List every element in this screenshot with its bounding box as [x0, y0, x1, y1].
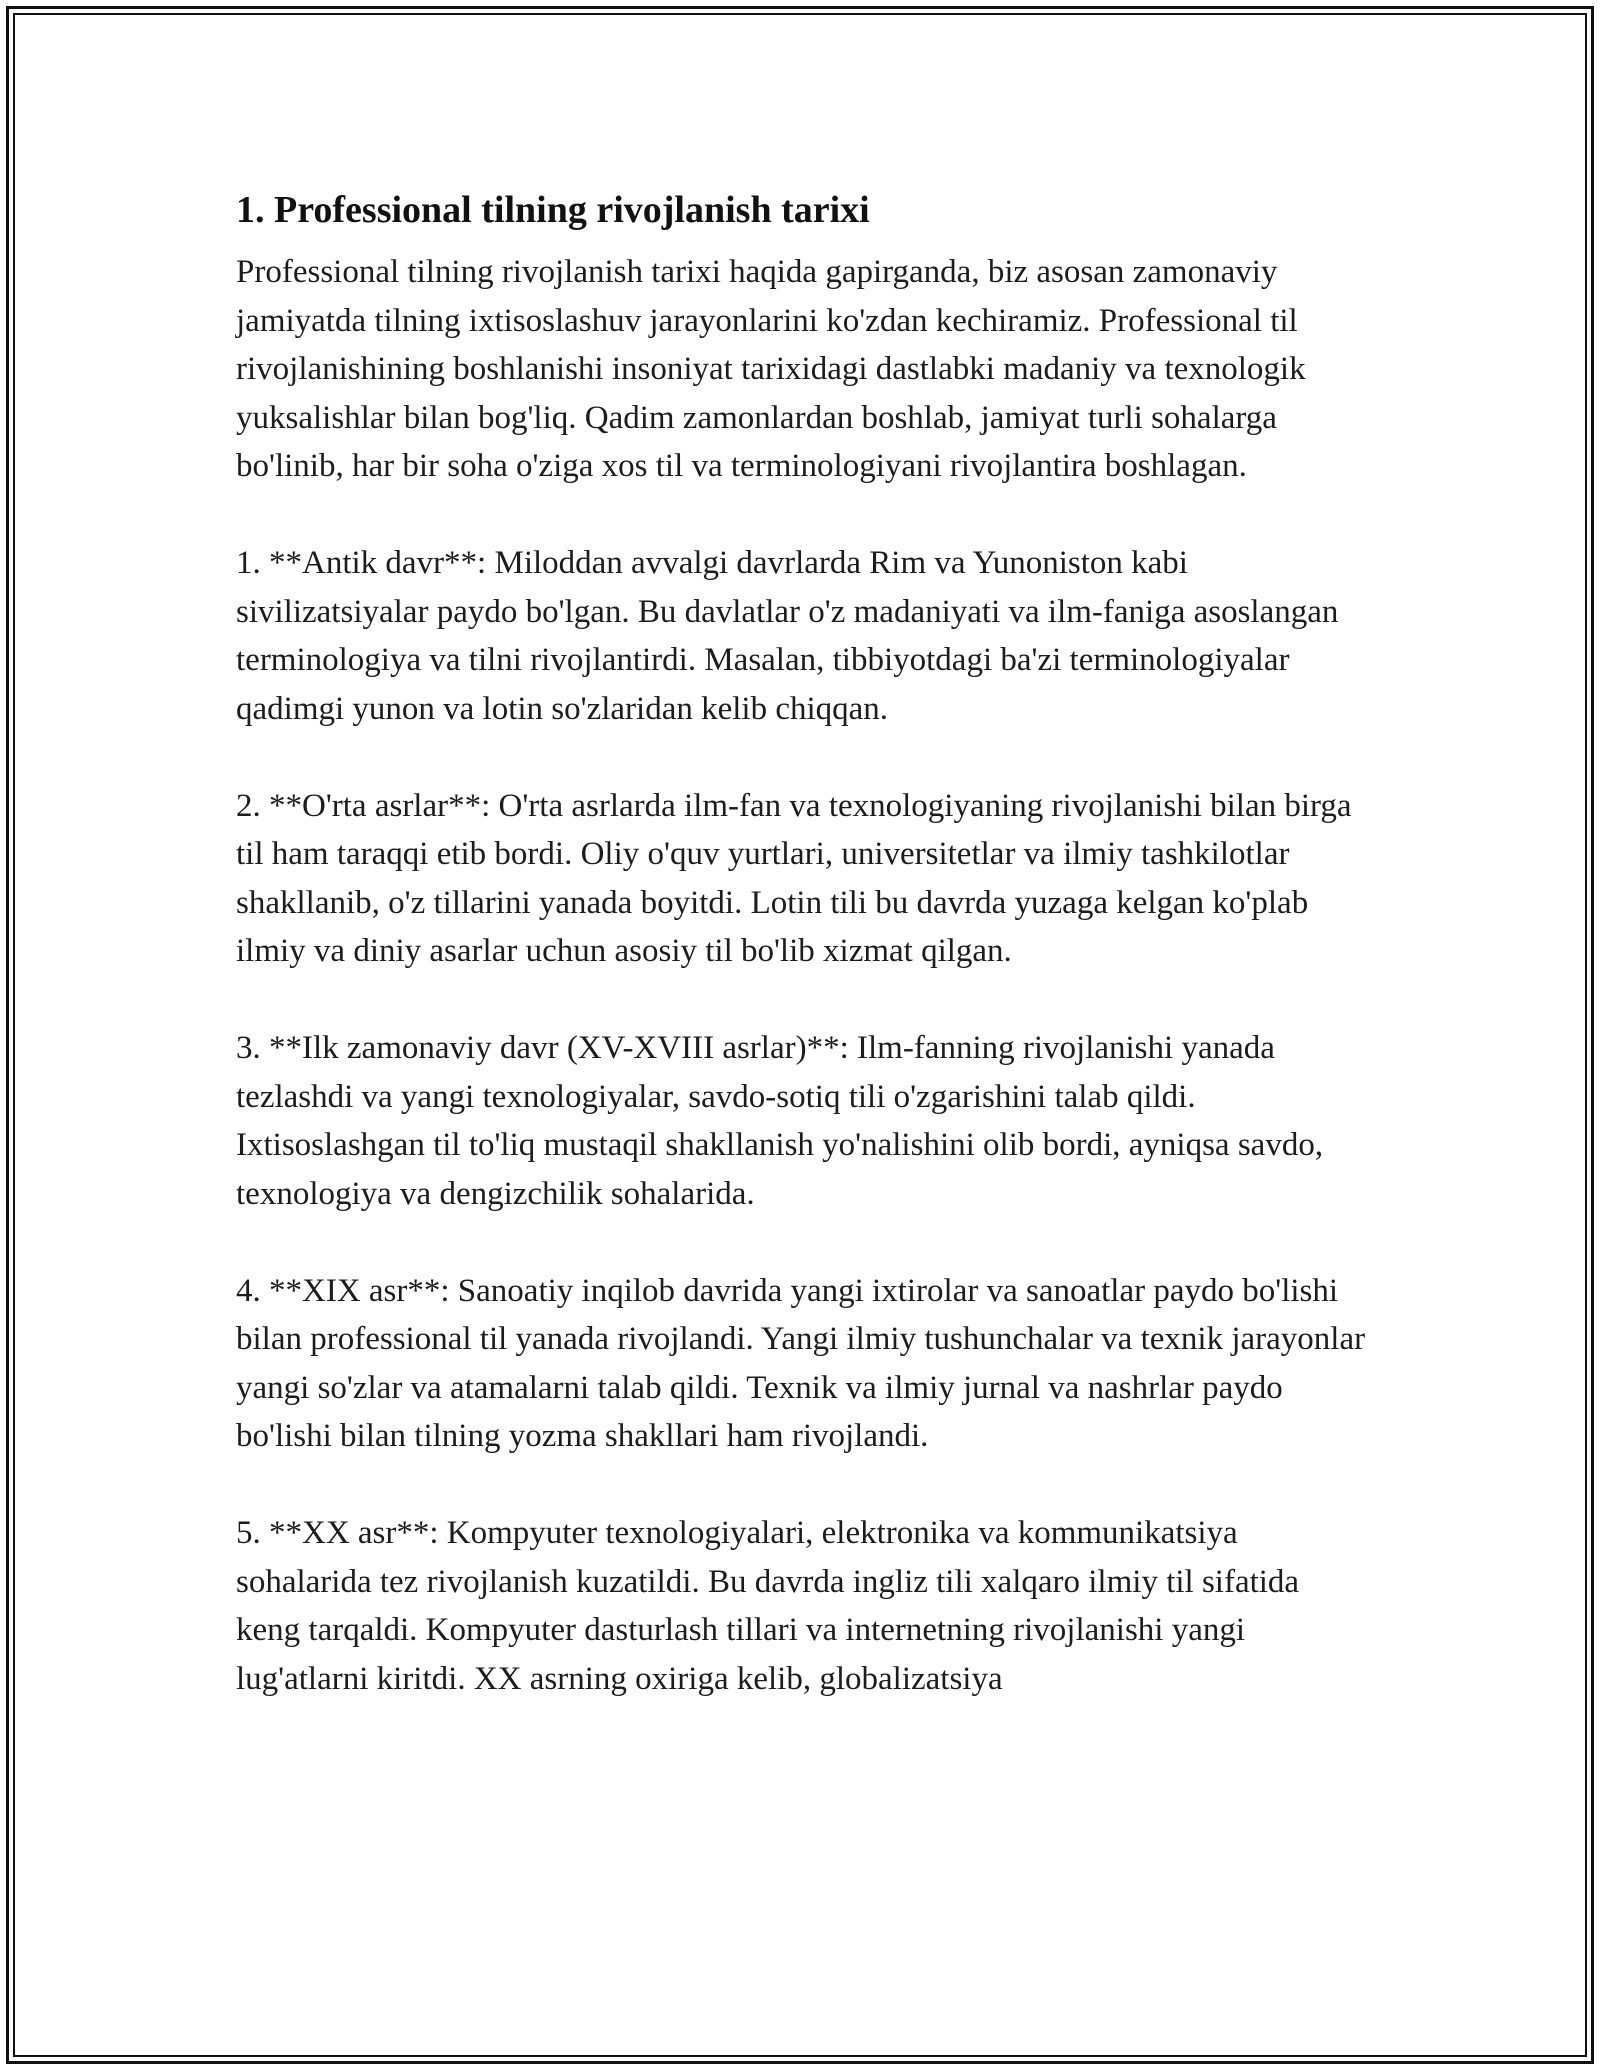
- list-item-xix-asr: 4. **XIX asr**: Sanoatiy inqilob davrida yangi ixtirolar va sanoatlar paydo bo'lishi bilan professional til yanada rivojlandi. Yangi ilmiy tushunchalar va texnik jarayonlar yangi so'zlar va atamalarni talab qildi. Texnik va ilmiy jurnal va nashrlar paydo bo'lishi bilan tilning yozma shakllari ham rivojlandi.: [236, 1272, 1366, 1454]
- list-item-ilk-zamonaviy-davr: 3. **Ilk zamonaviy davr (XV-XVIII asrlar)**: Ilm-fanning rivojlanishi yanada tezlashdi va yangi texnologiyalar, savdo-sotiq tili o'zgarishini talab qildi. Ixtisoslashgan til to'liq mustaqil shakllanish yo'nalishini olib bordi, ayniqsa savdo, texnologiya va dengizchilik sohalarida.: [236, 1030, 1324, 1212]
- intro-paragraph: Professional tilning rivojlanish tarixi haqida gapirganda, biz asosan zamonaviy jamiyatda tilning ixtisoslashuv jarayonlarini ko'zdan kechiramiz. Professional til rivojlanishining boshlanishi insoniyat tarixidagi dastlabki madaniy va texnologik yuksalishlar bilan bog'liq. Qadim zamonlardan boshlab, jamiyat turli sohalarga bo'linib, har bir soha o'ziga xos til va terminologiyani rivojlantira boshlagan.: [236, 254, 1306, 484]
- section-heading: 1. Professional tilning rivojlanish tarixi: [236, 189, 870, 231]
- list-item-antik-davr: 1. **Antik davr**: Miloddan avvalgi davrlarda Rim va Yunoniston kabi sivilizatsiyalar paydo bo'lgan. Bu davlatlar o'z madaniyati va ilm-faniga asoslangan terminologiya va tilni rivojlantirdi. Masalan, tibbiyotdagi ba'zi terminologiyalar qadimgi yunon va lotin so'zlaridan kelib chiqqan.: [236, 545, 1339, 727]
- list-item-xx-asr: 5. **XX asr**: Kompyuter texnologiyalari, elektronika va kommunikatsiya sohalarida tez rivojlanish kuzatildi. Bu davrda ingliz tili xalqaro ilmiy til sifatida keng tarqaldi. Kompyuter dasturlash tillari va internetning rivojlanishi yangi lug'atlarni kiritdi. XX asrning oxiriga kelib, globalizatsiya: [236, 1515, 1300, 1697]
- document-body: [236, 186, 1366, 1752]
- list-item-orta-asrlar: 2. **O'rta asrlar**: O'rta asrlarda ilm-fan va texnologiyaning rivojlanishi bilan birga til ham taraqqi etib bordi. Oliy o'quv yurtlari, universitetlar va ilmiy tashkilotlar shakllanib, o'z tillarini yanada boyitdi. Lotin tili bu davrda yuzaga kelgan ko'plab ilmiy va diniy asarlar uchun asosiy til bo'lib xizmat qilgan.: [236, 787, 1352, 969]
